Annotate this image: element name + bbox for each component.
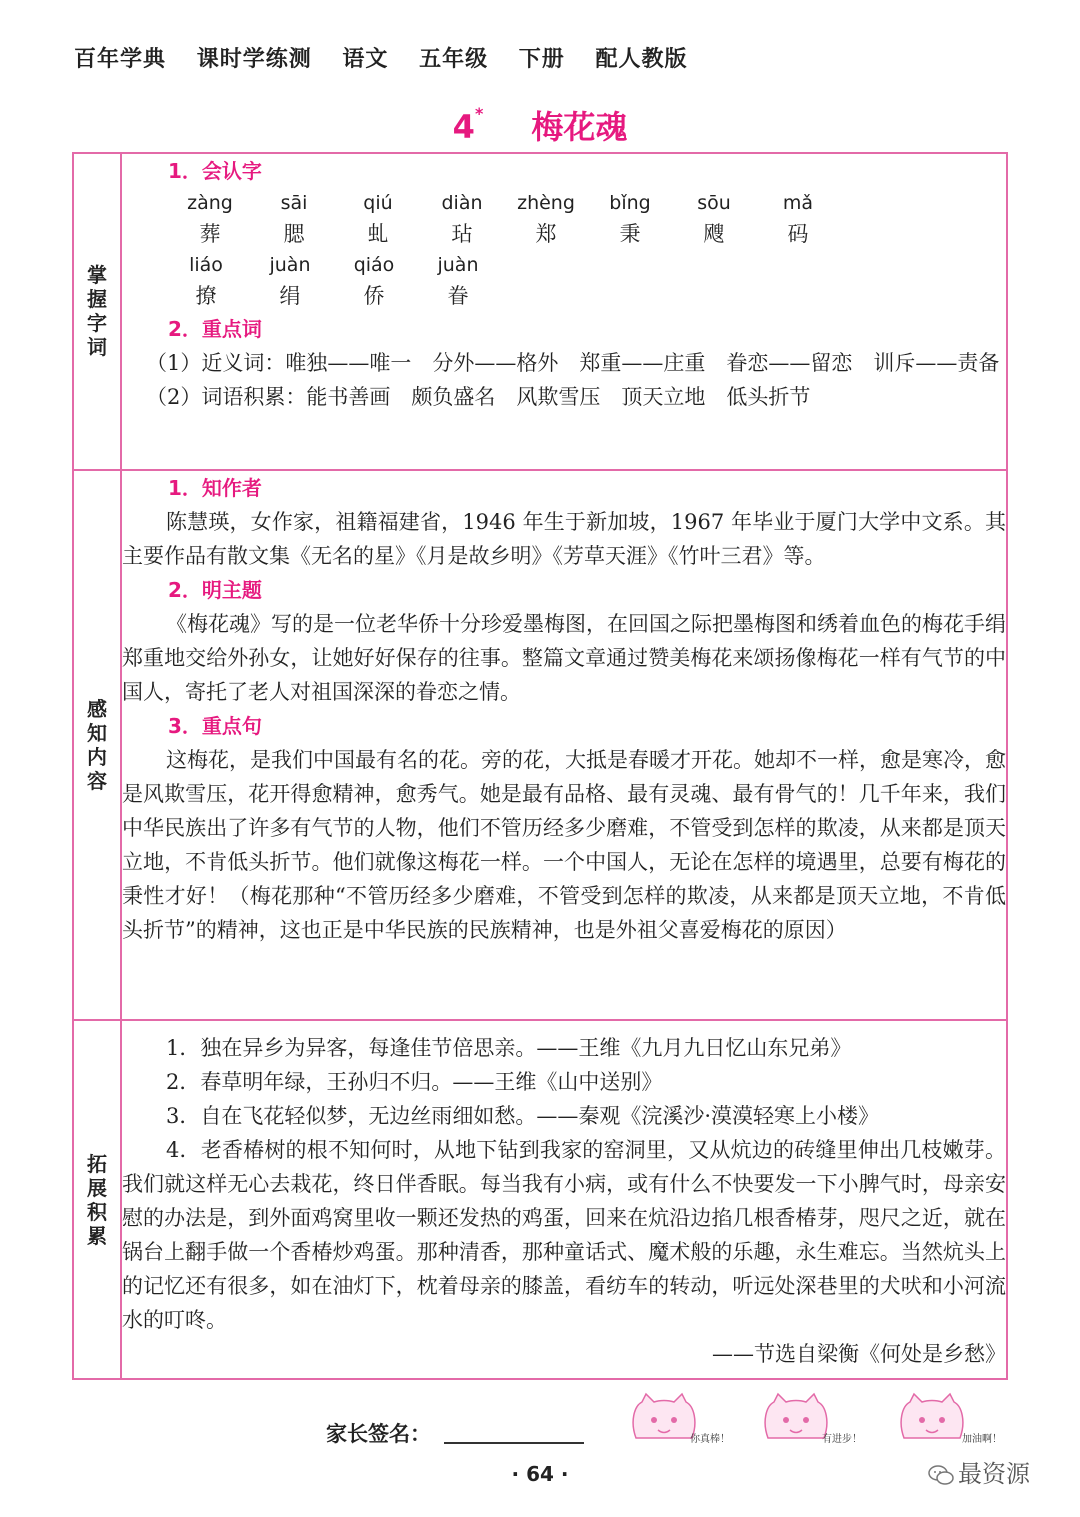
hanzi: 葬	[199, 222, 221, 246]
pinyin-row	[164, 250, 1006, 312]
pinyin: zàng	[187, 192, 233, 214]
poem-line: 1．独在异乡为异客，每逢佳节倍思亲。——王维《九月九日忆山东兄弟》	[166, 1036, 852, 1061]
author-paragraph: 陈慧瑛，女作家，祖籍福建省，1946 年生于新加坡，1967 年毕业于厦门大学中文系。其主要作品有散文集《无名的星》《月是故乡明》《芳草天涯》《竹叶三君》等。	[122, 509, 1006, 568]
char-cell	[588, 188, 672, 250]
section-comprehension	[121, 470, 1007, 1021]
section-extension	[121, 1020, 1007, 1379]
lesson-title	[0, 102, 1080, 148]
lesson-number: 4*	[452, 104, 484, 146]
word-accumulation: （2）词语积累：能书善画 颇负盛名 风欺雪压 顶天立地 低头折节	[146, 385, 811, 409]
section-side-label: 掌握字词	[73, 153, 121, 470]
hanzi: 飕	[703, 222, 725, 246]
page-number: · 64 ·	[511, 1462, 569, 1486]
header-subject: 语文	[342, 47, 389, 72]
pinyin: diàn	[441, 192, 483, 214]
pinyin: liáo	[189, 254, 223, 276]
pinyin: sāi	[280, 192, 308, 214]
parent-signature-label: 家长签名：	[326, 1422, 431, 1446]
pinyin: bǐng	[609, 192, 651, 214]
char-cell	[672, 188, 756, 250]
section-side-label: 拓展积累	[73, 1020, 121, 1379]
char-cell	[504, 188, 588, 250]
subheading: 1．知作者	[168, 475, 262, 500]
char-cell	[252, 188, 336, 250]
poem-line: 2．春草明年绿，王孙归不归。——王维《山中送别》	[166, 1070, 663, 1095]
pinyin: qiú	[363, 192, 393, 214]
sticker-label: 你真棒！	[690, 1434, 730, 1445]
wechat-icon	[928, 1464, 954, 1486]
book-header	[74, 42, 709, 73]
synonyms: （1）近义词：唯独——唯一 分外——格外 郑重——庄重 眷恋——留恋 训斥——责备	[146, 351, 1000, 375]
hanzi: 腮	[283, 222, 305, 246]
lesson-table	[72, 152, 1008, 1380]
pinyin: sōu	[697, 192, 731, 214]
header-book: 课时学练测	[196, 47, 312, 72]
hanzi: 码	[787, 222, 809, 246]
hanzi: 撩	[195, 284, 217, 308]
watermark: 最资源	[928, 1454, 1030, 1489]
excerpt-paragraph: 4．老香椿树的根不知何时，从地下钻到我家的窑洞里，又从炕边的砖缝里伸出几枝嫩芽。我们就这样无心去栽花，终日伴香眠。每当我有小病，或有什么不快要发一下小脾气时，母亲安慰的办法是，到外面鸡窝里收一颗还发热的鸡蛋，回来在炕沿边掐几根香椿芽，咫尺之近，就在锅台上翻手做一个香椿炒鸡蛋。那种清香，那种童话式、魔术般的乐趣，永生难忘。当然炕头上的记忆还有很多，如在油灯下，枕着母亲的膝盖，看纺车的转动，听远处深巷里的犬吠和小河流水的叮咚。	[122, 1138, 1006, 1333]
hanzi: 秉	[619, 222, 641, 246]
hanzi: 郑	[535, 222, 557, 246]
lesson-name: 梅花魂	[531, 108, 628, 146]
cat-sticker-icon	[628, 1392, 738, 1448]
hanzi: 玷	[451, 222, 473, 246]
hanzi: 侨	[363, 284, 385, 308]
char-cell	[420, 188, 504, 250]
header-edition: 配人教版	[595, 47, 688, 72]
subheading: 2．重点词	[168, 317, 262, 341]
sticker-label: 有进步！	[822, 1434, 862, 1445]
char-cell	[416, 250, 500, 312]
char-cell	[756, 188, 840, 250]
parent-signature-line[interactable]	[444, 1442, 584, 1444]
pinyin: qiáo	[353, 254, 395, 276]
theme-paragraph: 《梅花魂》写的是一位老华侨十分珍爱墨梅图，在回国之际把墨梅图和绣着血色的梅花手绢郑重地交给外孙女，让她好好保存的往事。整篇文章通过赞美梅花来颂扬像梅花一样有气节的中国人，寄托了老人对祖国深深的眷恋之情。	[122, 611, 1006, 704]
pinyin: zhèng	[517, 192, 575, 214]
cat-sticker-icon	[760, 1392, 870, 1448]
pinyin: juàn	[437, 254, 479, 276]
cat-sticker-icon	[896, 1392, 1006, 1448]
header-series: 百年学典	[74, 47, 167, 72]
sticker-label: 加油啊！	[962, 1434, 1002, 1445]
pinyin-row	[168, 188, 1006, 250]
section-vocabulary	[121, 153, 1007, 470]
poem-line: 3．自在飞花轻似梦，无边丝雨细如愁。——秦观《浣溪沙·漠漠轻寒上小楼》	[166, 1104, 880, 1129]
char-cell	[164, 250, 248, 312]
excerpt-source: ——节选自梁衡《何处是乡愁》	[712, 1342, 1006, 1367]
pinyin: mǎ	[782, 192, 814, 214]
subheading: 1．会认字	[168, 159, 262, 183]
key-sentence-paragraph: 这梅花，是我们中国最有名的花。旁的花，大抵是春暖才开花。她却不一样，愈是寒冷，愈是风欺雪压，花开得愈精神，愈秀气。她是最有品格、最有灵魂、最有骨气的！几千年来，我们中华民族出了许多有气节的人物，他们不管历经多少磨难，不管受到怎样的欺凌，从来都是顶天立地，不肯低头折节。他们就像这梅花一样。一个中国人，无论在怎样的境遇里，总要有梅花的秉性才好！（梅花那种“不管历经多少磨难，不管受到怎样的欺凌，从来都是顶天立地，不肯低头折节”的精神，这也正是中华民族的民族精神，也是外祖父喜爱梅花的原因）	[122, 747, 1006, 942]
char-cell	[248, 250, 332, 312]
hanzi: 绢	[279, 284, 301, 308]
section-side-label: 感知内容	[73, 470, 121, 1021]
hanzi: 眷	[447, 284, 469, 308]
header-volume: 下册	[518, 47, 565, 72]
char-cell	[168, 188, 252, 250]
subheading: 3．重点句	[168, 713, 262, 738]
hanzi: 虬	[367, 222, 389, 246]
subheading: 2．明主题	[168, 577, 262, 602]
pinyin: juàn	[269, 254, 311, 276]
header-grade: 五年级	[419, 47, 489, 72]
char-cell	[336, 188, 420, 250]
char-cell	[332, 250, 416, 312]
